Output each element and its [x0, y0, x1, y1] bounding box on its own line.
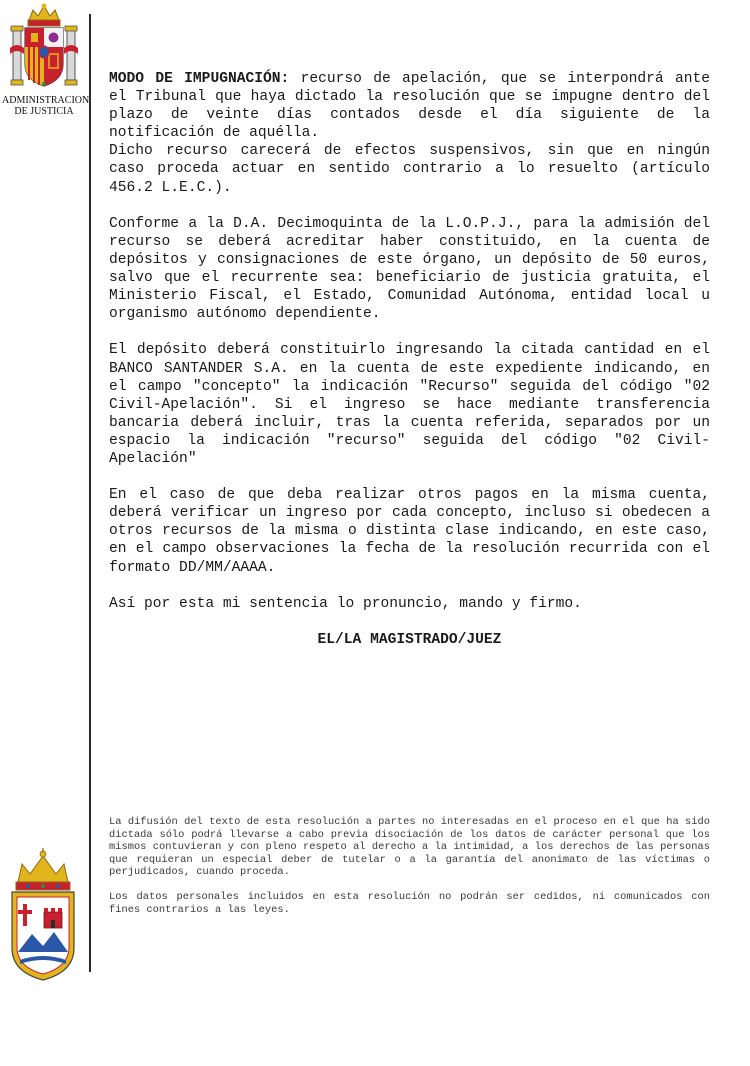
document-body [109, 70, 710, 649]
deposit-instructions-paragraph: El depósito deberá constituirlo ingresando la citada cantidad en el BANCO SANTANDER S.A. en la cuenta de este expediente indicando, en el campo "concepto" la indicación "Recurso" seguida del código "02 Civil-Apelación". Si el ingreso se hace mediante transferencia bancaria deberá incluir, tras la cuenta referida, separados por un espacio la indicación "recurso" seguida del código "02 Civil-Apelación" [109, 342, 710, 467]
spain-coat-of-arms-icon [9, 2, 79, 92]
privacy-notice-personal-data: Los datos personales incluidos en esta resolución no podrán ser cedidos, ni comunicados con fines contrarios a las leyes. [109, 890, 710, 916]
appeal-method-heading: MODO DE IMPUGNACIÓN: [109, 71, 290, 87]
institution-name [2, 95, 90, 117]
appeal-method-text: recurso de apelación, que se interpondrá ante el Tribunal que haya dictado la resolución que se impugne dentro del plazo de veinte días contados desde el día siguiente de la notificación de aquélla. [109, 71, 710, 142]
suspensive-effects-paragraph: Dicho recurso carecerá de efectos suspensivos, sin que en ningún caso proceda actuar en sentido contrario a lo resuelto (artículo 456.2 L.E.C.). [109, 143, 710, 196]
deposit-requirement-paragraph: Conforme a la D.A. Decimoquinta de la L.O.P.J., para la admisión del recurso se deberá acreditar haber constituido, en la cuenta de depósitos y consignaciones de este órgano, un depósito de 50 euros, salvo que el recurrente sea: beneficiario de justicia gratuita, el Ministerio Fiscal, el Estado, Comunidad Autónoma, entidad local u organismo autónomo dependiente. [109, 215, 710, 323]
signature-line: EL/LA MAGISTRADO/JUEZ [317, 631, 502, 648]
closing-formula: Así por esta mi sentencia lo pronuncio, mando y firmo. [109, 595, 582, 612]
institution-header [2, 2, 90, 117]
la-rioja-coat-of-arms-icon [8, 848, 78, 984]
regional-crest [8, 848, 78, 988]
appeal-method-paragraph [109, 70, 710, 142]
privacy-footer [109, 816, 710, 928]
privacy-notice-dissemination: La difusión del texto de esta resolución a partes no interesadas en el proceso en el que ha sido dictada sólo podrá llevarse a cabo previa disociación de los datos de carácter personal que los mismos contuvieran y con pleno respeto al derecho a la intimidad, a los derechos de las personas que requieran un especial deber de tutelar o a la garantía del anonimato de las víctimas o perjudicados, cuando proceda. [109, 816, 710, 879]
additional-payments-paragraph: En el caso de que deba realizar otros pagos en la misma cuenta, deberá verificar un ingreso por cada concepto, incluso si obedecen a otros recursos de la misma o distinta clase indicando, en este caso, en el campo observaciones la fecha de la resolución recurrida con el formato DD/MM/AAAA. [109, 487, 710, 576]
institution-line-2: DE JUSTICIA [14, 106, 74, 117]
margin-rule [89, 14, 91, 972]
institution-line-1: ADMINISTRACION [2, 95, 90, 106]
